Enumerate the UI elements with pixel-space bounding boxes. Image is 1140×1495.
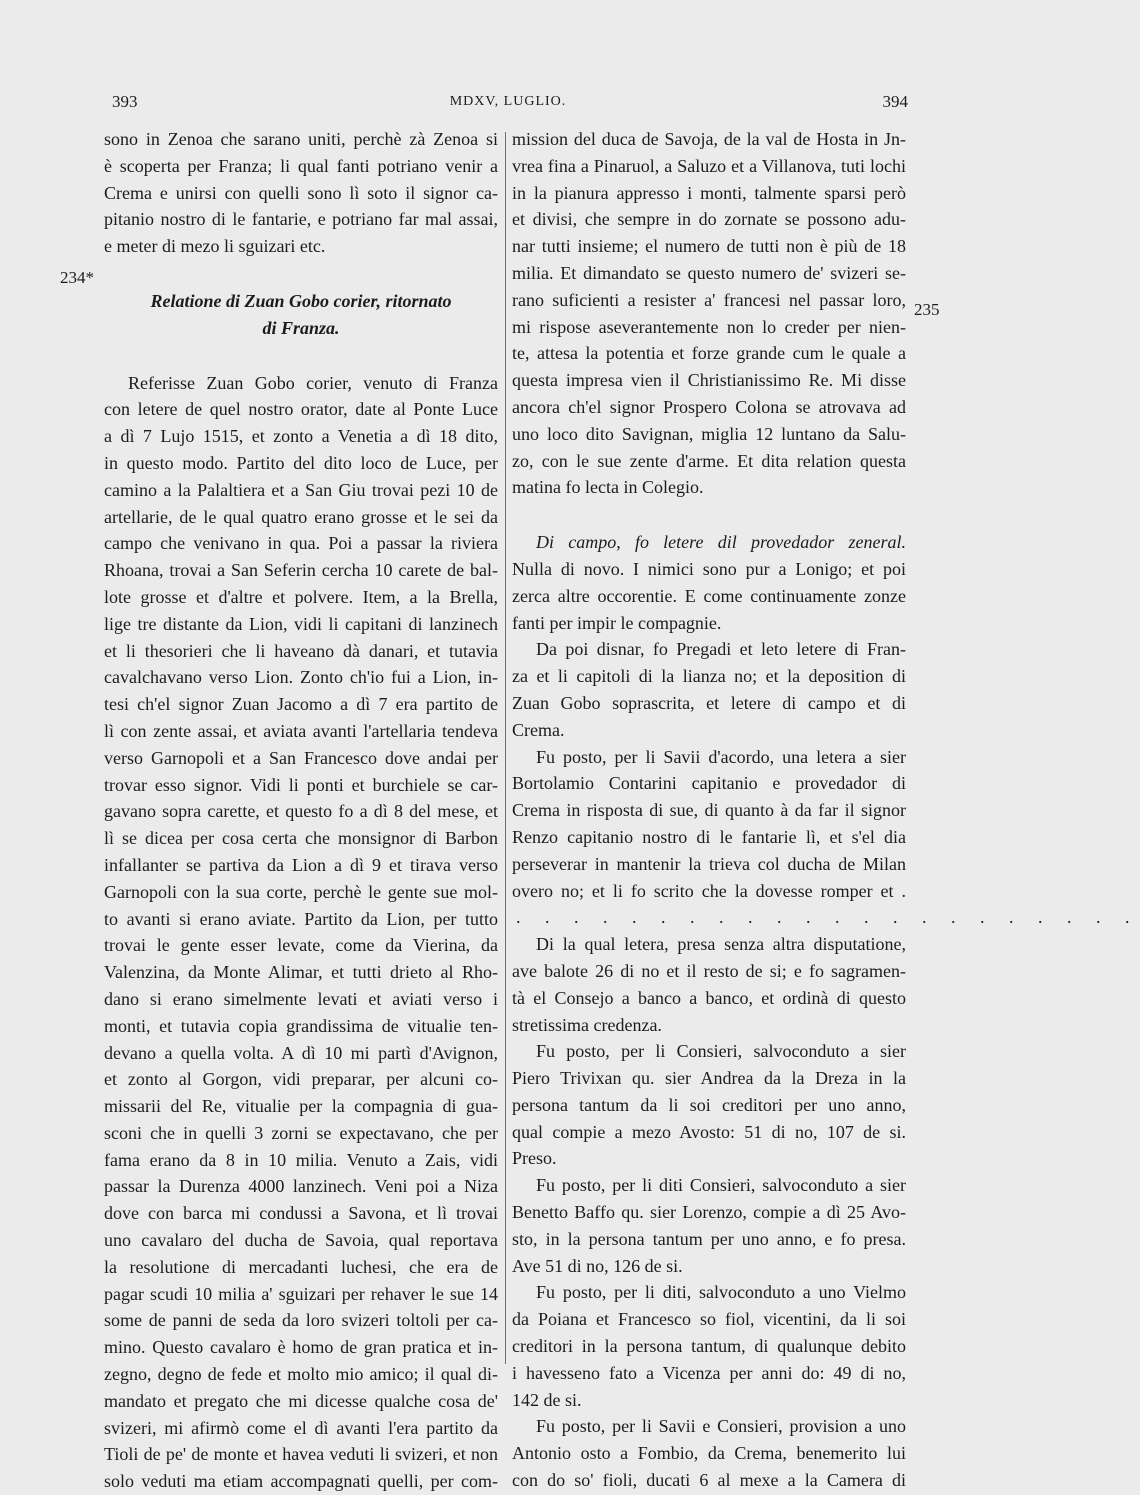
section-title: Relatione di Zuan Gobo corier, ritornato: [150, 290, 452, 311]
text-line: infallanter se partiva da Lion a dì 9 et tirava verso: [104, 854, 498, 875]
text-line: rano suficienti a resister a' francesi nel passar loro,: [512, 289, 906, 310]
text-line: Fu posto, per li diti Consieri, salvoconduto a sier: [536, 1175, 906, 1196]
text-line: Fu posto, per li diti, salvoconduto a uno Vielmo: [536, 1282, 906, 1303]
text-line: camino a la Palaltiera et a San Giu trovai pezi 10 de: [104, 479, 498, 500]
text-line: lige tre distante da Lion, vidi li capitani di lanzinech: [104, 613, 498, 634]
text-line: Tioli de pe' de monte et havea veduti li svizeri, et non: [104, 1444, 498, 1465]
text-line: mino. Questo cavalaro è homo de gran pratica et in-: [104, 1337, 498, 1358]
text-line: passar la Durenza 4000 lanzinech. Veni poi a Niza: [104, 1176, 498, 1197]
text-line: Renzo capitanio nostro di le fantarie lì, et s'el dia: [512, 826, 906, 847]
text-line: zerca altre occorentie. E come continuamente zonze: [512, 585, 906, 606]
text-line: ave balote 26 di no et il resto de si; e fo sagramen-: [512, 960, 906, 981]
page-number-left: 393: [112, 92, 138, 111]
text-line: mandato et pregato che mi dicesse qualche cosa de': [104, 1390, 498, 1411]
text-line: te, attesa la potentia et forze grande cum le quale a: [512, 343, 906, 364]
text-line: lì se dicea per cosa certa che monsignor di Barbon: [104, 828, 498, 849]
text-line: uno loco dito Savignan, miglia 12 luntano da Salu-: [512, 423, 906, 444]
spacer: [104, 260, 498, 288]
text-line: uno cavalaro del ducha de Savoia, qual reportava: [104, 1230, 498, 1251]
text-line: fanti per impir le compagnie.: [512, 612, 722, 633]
text-line: perseverar in mantenir la trieva col ducha de Milan: [512, 853, 906, 874]
text-line: Zuan Gobo soprascrita, et letere di campo et di: [512, 692, 906, 713]
text-line: trovai le gente esser levate, come da Vierina, da: [104, 935, 498, 956]
text-line: pagar scudi 10 milia a' sguizari per rehaver le sue 14: [104, 1283, 498, 1304]
text-line: e meter di mezo li sguizari etc.: [104, 236, 326, 257]
text-line: da Poiana et Francesco so fiol, vicentini, da li soi: [512, 1309, 906, 1330]
text-line: trovar esso signor. Vidi li ponti et burchiele se car-: [104, 774, 498, 795]
text-line: za et li capitoli di la lianza no; et la deposition di: [512, 666, 906, 687]
text-line: Fu posto, per li Savii e Consieri, provision a uno: [536, 1416, 906, 1437]
text-line: Ave 51 di no, 126 de si.: [512, 1255, 683, 1276]
text-line: con letere de quel nostro orator, date al Ponte Luce: [104, 399, 498, 420]
text-line: et divisi, che sempre in do zornate se possono adu-: [512, 209, 906, 230]
text-line: et zonto al Gorgon, vidi preparar, per alcuni co-: [104, 1069, 498, 1090]
text-line: Referisse Zuan Gobo corier, venuto di Franza: [128, 372, 498, 393]
text-line: in questo modo. Partito del dito loco de Luce, per: [104, 452, 498, 473]
spacer: [512, 501, 906, 529]
text-line: mission del duca de Savoja, de la val de Hosta in Jn-: [512, 129, 906, 149]
text-line: con do so' fioli, ducati 6 al mexe a la Camera di: [512, 1470, 906, 1491]
text-line: zegno, degno de fede et molto mio amico; il qual di-: [104, 1364, 498, 1385]
text-line: svizeri, mi afirmò come el dì avanti l'era partito da: [104, 1417, 498, 1438]
text-line: a dì 7 Lujo 1515, et zonto a Venetia a dì 18 dito,: [104, 426, 498, 447]
text-line: verso Garnopoli et a San Francesco dove andai per: [104, 747, 498, 768]
section-title: di Franza.: [262, 317, 340, 338]
text-line: zo, con le sue zente d'arme. Et dita relation questa: [512, 450, 906, 471]
text-line: tà el Consejo a banco a banco, et ordinà di questo: [512, 987, 906, 1008]
text-line: persona tantum da li soi creditori per uno anno,: [512, 1094, 906, 1115]
text-line: dove con barca mi condussi a Savona, et lì trovai: [104, 1203, 498, 1224]
text-line: sto, in la persona tantum per uno anno, e fo presa.: [512, 1228, 906, 1249]
text-line: missarii del Re, vitualie per la compagnia di gua-: [104, 1096, 498, 1117]
left-column: [104, 126, 498, 1495]
text-line: la resolutione di mercadanti luchesi, che era de: [104, 1256, 498, 1277]
text-line: questa impresa vien il Christianissimo Re. Mi disse: [512, 370, 906, 391]
text-line: lì con zente assai, et aviata avanti l'artellaria tendeva: [104, 720, 498, 741]
text-line: dano si erano simelmente levati et aviati verso i: [104, 988, 498, 1009]
page-number-right: 394: [882, 92, 908, 111]
text-line: some de panni de seda da loro svizeri toltoli per ca-: [104, 1310, 498, 1331]
text-line: sono in Zenoa che sarano uniti, perchè zà Zenoa si: [104, 129, 498, 149]
text-line: Preso.: [512, 1148, 557, 1169]
text-line: fama erano da 8 in 10 milia. Venuto a Zais, vidi: [104, 1149, 498, 1170]
text-line: devano a quella volta. A dì 10 mi partì d'Avignon,: [104, 1042, 498, 1063]
text-line: creditori in la persona tantum, di qualunque debito: [512, 1336, 906, 1357]
text-line: i havesseno fato a Vicenza per anni do: 49 di no,: [512, 1362, 906, 1383]
text-line: overo no; et li fo scrito che la dovesse romper et .: [512, 880, 906, 901]
section-heading: Di campo, fo letere dil provedador zeneral.: [536, 532, 906, 553]
text-line: solo veduti ma etiam accompagnati quelli, per com-: [104, 1471, 498, 1492]
running-title: MDXV, LUGLIO.: [449, 94, 567, 109]
text-line: Valenzina, da Monte Alimar, et tutti drieto al Rho-: [104, 962, 498, 983]
text-line: cavalchavano verso Lion. Zonto ch'io fui a Lion, in-: [104, 667, 498, 688]
text-line: Crema.: [512, 719, 565, 740]
text-line: tesi ch'el signor Zuan Jacomo a dì 7 era partito de: [104, 694, 498, 715]
text-line: stretissima credenza.: [512, 1014, 662, 1035]
text-line: 142 de si.: [512, 1389, 582, 1410]
text-line: Di la qual letera, presa senza altra disputatione,: [536, 934, 906, 955]
text-line: monti, et tutavia copia grandissima de vitualie ten-: [104, 1015, 498, 1036]
running-header: [108, 92, 908, 118]
text-line: qual compie a mezo Avosto: 51 di no, 107 de si.: [512, 1121, 906, 1142]
text-line: Crema e unirsi con quelli sono lì soto il signor ca-: [104, 182, 498, 203]
text-line: ancora ch'el signor Prospero Colona se atrovava ad: [512, 396, 906, 417]
text-line: Piero Trivixan qu. sier Andrea da la Dreza in la: [512, 1068, 906, 1089]
text-line: in la pianura appresso i monti, talmente sparsi però: [512, 182, 906, 203]
text-line: matina fo lecta in Colegio.: [512, 477, 704, 498]
margin-note-right: 235: [914, 300, 940, 319]
text-line: to avanti si erano aviate. Partito da Lion, per tutto: [104, 908, 498, 929]
text-line: Crema in risposta di sue, di quanto à da far il signor: [512, 800, 906, 821]
text-line: sconi che in quelli 3 zorni se expectavano, che per: [104, 1122, 498, 1143]
text-line: vrea fina a Pinaruol, a Saluzo et a Villanova, tuti lochi: [512, 155, 906, 176]
omission-dots: . . . . . . . . . . . . . . . . . . . . . .: [516, 907, 1140, 928]
text-line: Rhoana, trovai a San Seferin cercha 10 carete de bal-: [104, 560, 498, 581]
text-line: Garnopoli con la sua corte, perchè le gente sue mol-: [104, 881, 498, 902]
text-line: è scoperta per Franza; li qual fanti potriano venir a: [104, 155, 498, 176]
text-line: gavano sopra carette, et questo fo a dì 8 del mese, et: [104, 801, 498, 822]
spacer: [104, 342, 498, 370]
text-line: mi rispose aseverantemente non lo creder per nien-: [512, 316, 906, 337]
text-line: Fu posto, per li Consieri, salvoconduto a sier: [536, 1041, 906, 1062]
text-line: Antonio osto a Fombio, da Crema, benemerito lui: [512, 1443, 906, 1464]
text-line: campo che venivano in qua. Poi a passar la riviera: [104, 533, 498, 554]
text-line: milia. Et dimandato se questo numero de' svizeri se-: [512, 262, 906, 283]
column-divider: [505, 132, 506, 1364]
text-line: nar tutti insieme; el numero de tutti non è più de 18: [512, 236, 906, 257]
text-line: Fu posto, per li Savii d'acordo, una letera a sier: [536, 746, 906, 767]
text-line: artellarie, de le qual quatro erano grosse et le sei da: [104, 506, 498, 527]
text-line: et li thesorieri che li haveano dà danari, et tutavia: [104, 640, 498, 661]
margin-note-left: 234*: [60, 268, 94, 287]
text-line: Benetto Baffo qu. sier Lorenzo, compie a dì 25 Avo-: [512, 1202, 906, 1223]
text-line: Da poi disnar, fo Pregadi et leto letere di Fran-: [536, 639, 906, 660]
text-line: Nulla di novo. I nimici sono pur a Lonigo; et poi: [512, 558, 906, 579]
text-line: pitanio nostro di le fantarie, e potriano far mal assai,: [104, 209, 498, 230]
text-line: Bortolamio Contarini capitanio e provedador di: [512, 773, 906, 794]
text-line: lote grosse et d'altre et polvere. Item, a la Brella,: [104, 586, 498, 607]
